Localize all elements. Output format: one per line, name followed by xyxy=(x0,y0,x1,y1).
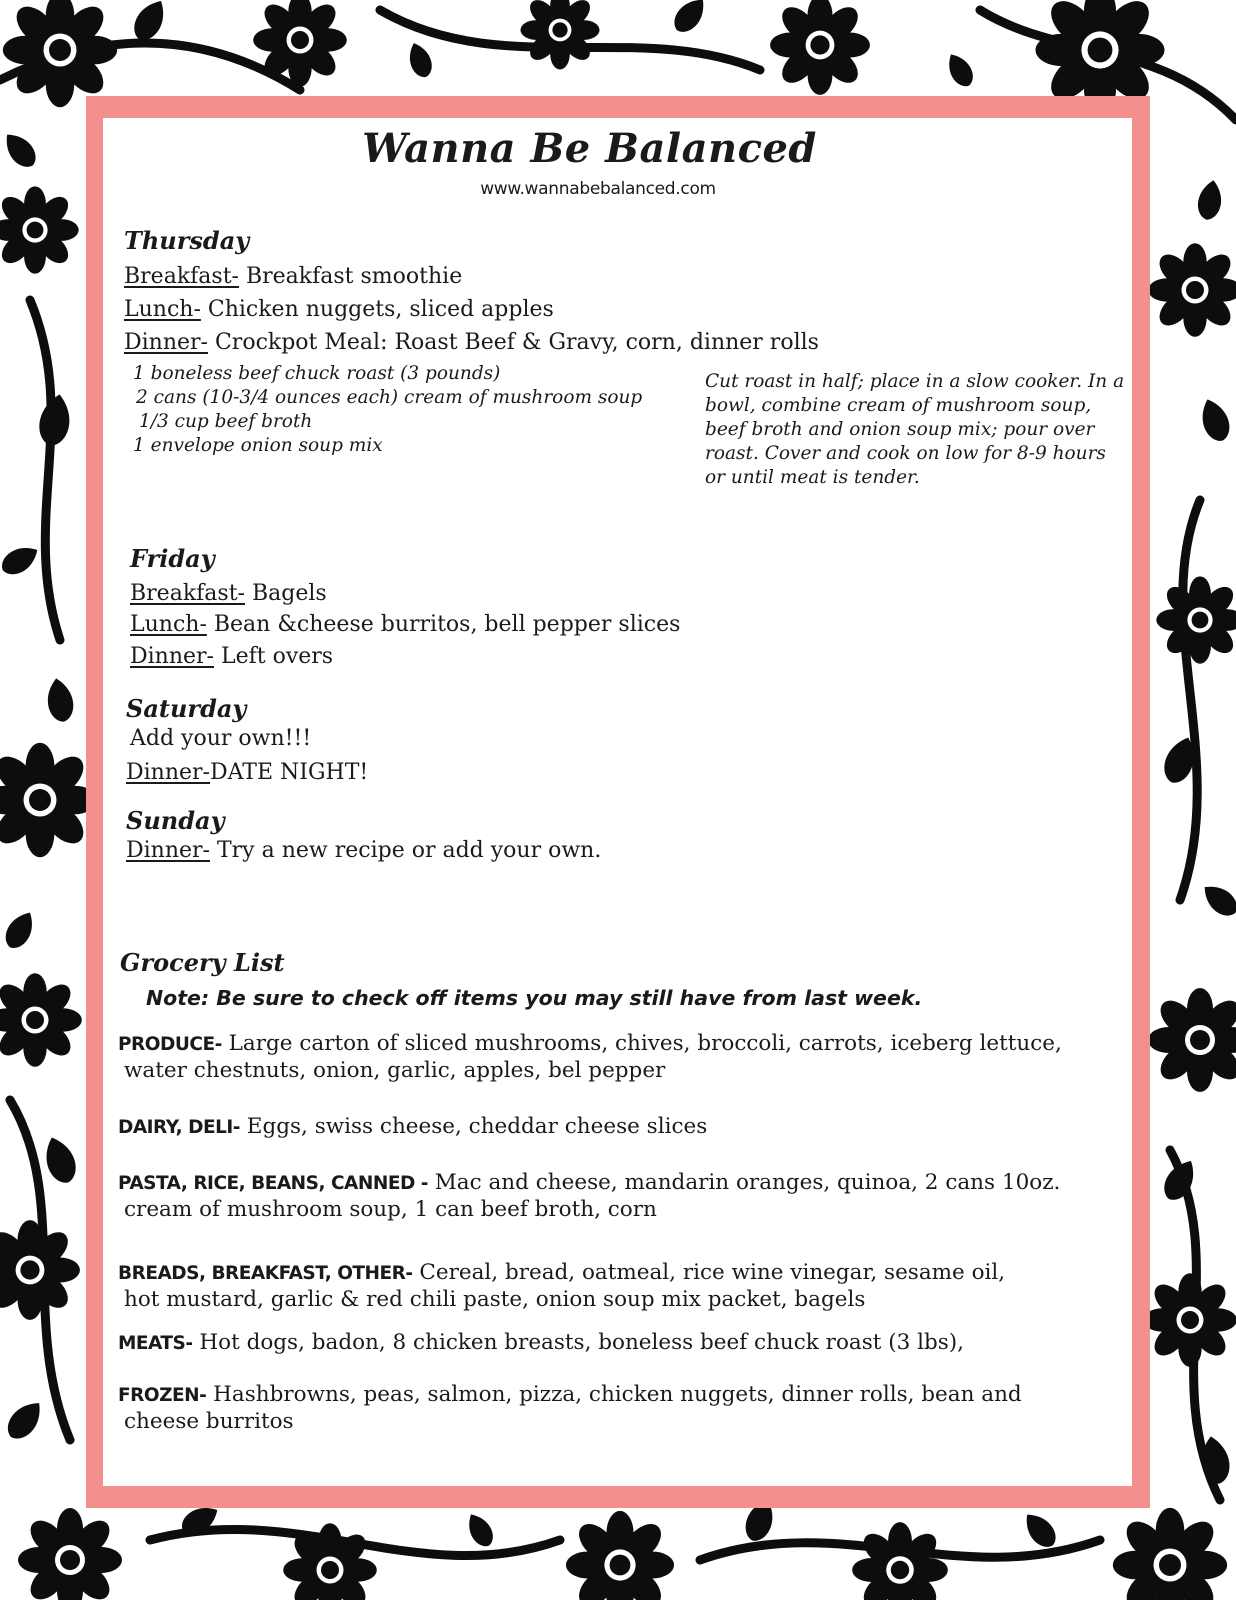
meal-label: Dinner- xyxy=(126,838,210,863)
grocery-items: Eggs, swiss cheese, cheddar cheese slices xyxy=(239,1114,708,1139)
grocery-items: Mac and cheese, mandarin oranges, quinoa, 2 cans 10oz. xyxy=(427,1170,1061,1195)
flower-motif xyxy=(566,1511,674,1600)
flower-motif xyxy=(1113,1508,1227,1600)
grocery-category: FROZEN- xyxy=(118,1385,207,1406)
vine-motif xyxy=(1180,500,1200,900)
grocery-items: Hashbrowns, peas, salmon, pizza, chicken nuggets, dinner rolls, bean and xyxy=(206,1382,1022,1407)
grocery-items: cheese burritos xyxy=(124,1409,294,1434)
meal-text: Try a new recipe or add your own. xyxy=(209,838,602,863)
meal-line xyxy=(124,264,462,289)
flower-motif xyxy=(0,186,79,273)
recipe-ingredients xyxy=(133,362,642,458)
grocery-section xyxy=(118,1330,1118,1357)
meal-label: Lunch- xyxy=(130,612,207,637)
grocery-section xyxy=(118,1170,1118,1223)
flower-motif xyxy=(1148,243,1236,337)
meal-line xyxy=(130,644,333,669)
ingredient-item: 1 boneless beef chuck roast (3 pounds) xyxy=(133,363,501,384)
flower-motif xyxy=(1143,1273,1236,1367)
meal-line xyxy=(126,760,368,785)
leaf-motif xyxy=(0,540,43,580)
leaf-motif xyxy=(1196,395,1235,445)
grocery-items: Cereal, bread, oatmeal, rice wine vinegar, sesame oil, xyxy=(412,1260,1006,1285)
flower-motif xyxy=(1156,576,1236,663)
day-heading-thursday: Thursday xyxy=(124,226,250,255)
leaf-motif xyxy=(404,40,436,81)
grocery-category: PASTA, RICE, BEANS, CANNED - xyxy=(118,1173,428,1194)
recipe-directions: Cut roast in half; place in a slow cooker. In a bowl, combine cream of mushroom soup, beef broth and onion soup mix; pour over roast. Cover and cook on low for 8-9 hours or until meat is tender. xyxy=(705,371,1125,488)
website-url: www.wannabebalanced.com xyxy=(480,179,716,199)
flower-motif xyxy=(18,1508,122,1600)
day-heading-saturday: Saturday xyxy=(126,694,247,723)
leaf-motif xyxy=(0,907,40,953)
leaf-motif xyxy=(668,0,711,38)
meal-line xyxy=(124,330,819,355)
day-heading-sunday: Sunday xyxy=(126,806,225,835)
ingredient-item: 1 envelope onion soup mix xyxy=(133,435,383,456)
grocery-items: cream of mushroom soup, 1 can beef broth, corn xyxy=(124,1197,657,1222)
flower-motif xyxy=(852,1522,948,1600)
meal-text: Breakfast smoothie xyxy=(238,264,463,289)
meal-label: Dinner- xyxy=(124,330,208,355)
grocery-section xyxy=(118,1114,1118,1141)
grocery-category: BREADS, BREAKFAST, OTHER- xyxy=(118,1263,413,1284)
meal-text: Bean &cheese burritos, bell pepper slices xyxy=(206,612,681,637)
grocery-category: DAIRY, DELI- xyxy=(118,1117,240,1138)
grocery-items: water chestnuts, onion, garlic, apples, bel pepper xyxy=(124,1058,666,1083)
meal-label: Dinner- xyxy=(130,644,214,669)
meal-text: Chicken nuggets, sliced apples xyxy=(200,297,554,322)
flower-motif xyxy=(520,0,599,70)
grocery-note: Note: Be sure to check off items you may still have from last week. xyxy=(146,986,923,1010)
meal-label: Breakfast- xyxy=(124,264,239,289)
leaf-motif xyxy=(1,1395,48,1445)
page-title: Wanna Be Balanced xyxy=(362,125,817,172)
flower-motif xyxy=(0,743,97,857)
grocery-section xyxy=(118,1260,1118,1313)
meal-text: DATE NIGHT! xyxy=(209,760,369,785)
day-note: Add your own!!! xyxy=(130,726,312,751)
meal-text: Crockpot Meal: Roast Beef & Gravy, corn, dinner rolls xyxy=(207,330,819,355)
meal-line xyxy=(130,612,680,637)
meal-label: Breakfast- xyxy=(130,581,245,606)
flower-motif xyxy=(1148,988,1236,1092)
meal-label: Lunch- xyxy=(124,297,201,322)
grocery-category: PRODUCE- xyxy=(118,1034,222,1055)
meal-text: Left overs xyxy=(213,644,334,669)
meal-text: Bagels xyxy=(244,581,327,606)
leaf-motif xyxy=(44,676,76,724)
leaf-motif xyxy=(1195,178,1224,221)
ingredient-item: 1/3 cup beef broth xyxy=(139,411,313,432)
day-heading-friday: Friday xyxy=(130,544,215,573)
flower-motif xyxy=(770,0,870,95)
ingredient-item: 2 cans (10-3/4 ounces each) cream of mushroom soup xyxy=(136,387,643,408)
meal-line xyxy=(130,581,327,606)
leaf-motif xyxy=(39,1133,81,1187)
flower-motif xyxy=(0,1220,80,1320)
grocery-category: MEATS- xyxy=(118,1333,193,1354)
meal-line xyxy=(126,838,601,863)
grocery-section xyxy=(118,1031,1118,1084)
grocery-items: hot mustard, garlic & red chili paste, onion soup mix packet, bagels xyxy=(124,1287,866,1312)
flower-motif xyxy=(0,973,82,1067)
vine-motif xyxy=(30,300,60,640)
leaf-motif xyxy=(36,392,74,448)
grocery-items: Large carton of sliced mushrooms, chives, broccoli, carrots, iceberg lettuce, xyxy=(221,1031,1062,1056)
meal-line xyxy=(124,297,554,322)
flower-motif xyxy=(3,0,117,107)
meal-label: Dinner- xyxy=(126,760,210,785)
grocery-items: Hot dogs, badon, 8 chicken breasts, boneless beef chuck roast (3 lbs), xyxy=(192,1330,965,1355)
leaf-motif xyxy=(462,1509,498,1550)
grocery-section xyxy=(118,1382,1118,1435)
grocery-list-title: Grocery List xyxy=(120,948,285,977)
leaf-motif xyxy=(942,49,978,90)
leaf-motif xyxy=(1197,878,1236,921)
leaf-motif xyxy=(1018,1507,1061,1552)
